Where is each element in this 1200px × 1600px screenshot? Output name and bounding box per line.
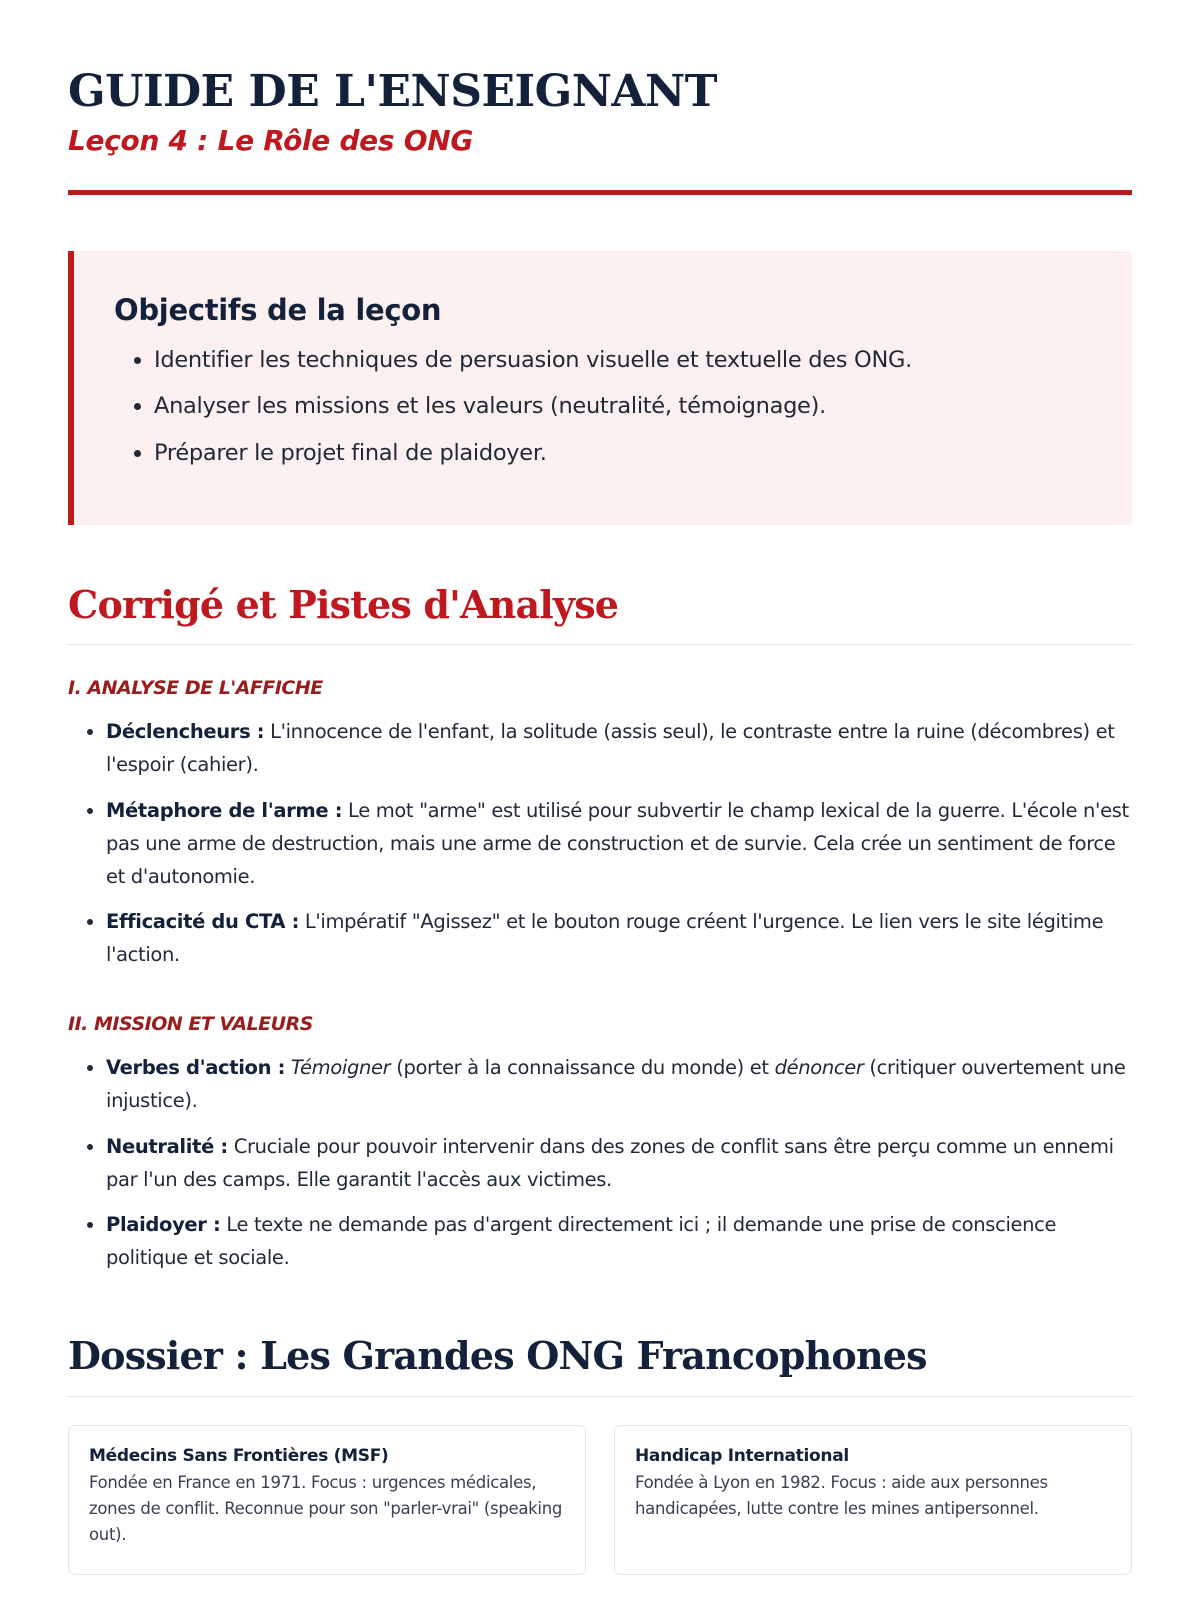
- item-text: Le mot "arme" est utilisé pour subvertir le champ lexical de la guerre. L'école n'est pas une arme de destruction, mais une arme de construction et de survie. Cela crée un sentiment de force et d'autonomie.: [106, 798, 1129, 888]
- part1-heading: I. ANALYSE DE L'AFFICHE: [68, 677, 323, 700]
- item-text: (critiquer ouvertement une injustice).: [106, 1056, 1126, 1113]
- ngo-name: Médecins Sans Frontières (MSF): [89, 1445, 389, 1466]
- section-divider: [68, 644, 1132, 645]
- item-emphasis: Témoigner: [290, 1056, 391, 1080]
- dossier-section: [68, 1332, 1132, 1575]
- part2-list: [68, 1051, 1132, 1274]
- objective-item: • Analyser les missions et les valeurs (neutralité, témoignage).: [154, 391, 1092, 421]
- item-label: Neutralité :: [106, 1134, 228, 1158]
- objective-item: • Identifier les techniques de persuasion visuelle et textuelle des ONG.: [154, 345, 1092, 375]
- part1-list: [68, 715, 1132, 971]
- item-label: Efficacité du CTA :: [106, 910, 300, 933]
- objectives-heading: Objectifs de la leçon: [114, 292, 442, 327]
- list-item: [106, 1130, 1132, 1196]
- ngo-card: [68, 1425, 586, 1575]
- ngo-description: Fondée en France en 1971. Focus : urgences médicales, zones de conflit. Reconnue pour son "parler-vrai" (speaking out).: [89, 1472, 563, 1545]
- ngo-card: [614, 1425, 1132, 1575]
- item-label: Verbes d'action :: [106, 1056, 286, 1080]
- item-label: Métaphore de l'arme :: [106, 798, 343, 822]
- analysis-section: [68, 581, 1132, 1274]
- objectives-box: [68, 251, 1132, 525]
- item-text: (porter à la connaissance du monde) et: [396, 1056, 769, 1080]
- item-text: Cruciale pour pouvoir intervenir dans des zones de conflit sans être perçu comme un ennemi par l'un des camps. Elle garantit l'accès aux victimes.: [106, 1134, 1114, 1191]
- objectives-list: [114, 345, 1092, 468]
- ngo-name: Handicap International: [635, 1445, 849, 1466]
- item-label: Plaidoyer :: [106, 1212, 221, 1236]
- list-item: [106, 794, 1132, 893]
- list-item: [106, 905, 1132, 971]
- list-item: [106, 1051, 1132, 1117]
- item-text: L'impératif "Agissez" et le bouton rouge créent l'urgence. Le lien vers le site légitime l'action.: [106, 910, 1104, 967]
- dossier-title: Dossier : Les Grandes ONG Francophones: [68, 1333, 927, 1379]
- ngo-cards: [68, 1425, 1132, 1575]
- list-item: [106, 1208, 1132, 1274]
- title-divider: [68, 190, 1132, 195]
- objective-item: • Préparer le projet final de plaidoyer.: [154, 438, 1092, 468]
- document-header: [68, 66, 1132, 195]
- item-emphasis: dénoncer: [774, 1056, 864, 1080]
- item-label: Déclencheurs :: [106, 720, 265, 744]
- ngo-description: Fondée à Lyon en 1982. Focus : aide aux personnes handicapées, lutte contre les mines antipersonnel.: [635, 1472, 1048, 1519]
- item-text: Le texte ne demande pas d'argent directement ici ; il demande une prise de conscience politique et sociale.: [106, 1212, 1057, 1269]
- list-item: [106, 715, 1132, 781]
- part2-heading: II. MISSION ET VALEURS: [68, 1013, 313, 1036]
- document-title: GUIDE DE L'ENSEIGNANT: [68, 66, 718, 117]
- lesson-subtitle: Leçon 4 : Le Rôle des ONG: [68, 123, 474, 157]
- item-text: L'innocence de l'enfant, la solitude (assis seul), le contraste entre la ruine (décombres) et l'espoir (cahier).: [106, 720, 1115, 777]
- analysis-title: Corrigé et Pistes d'Analyse: [68, 581, 619, 627]
- section-divider: [68, 1396, 1132, 1397]
